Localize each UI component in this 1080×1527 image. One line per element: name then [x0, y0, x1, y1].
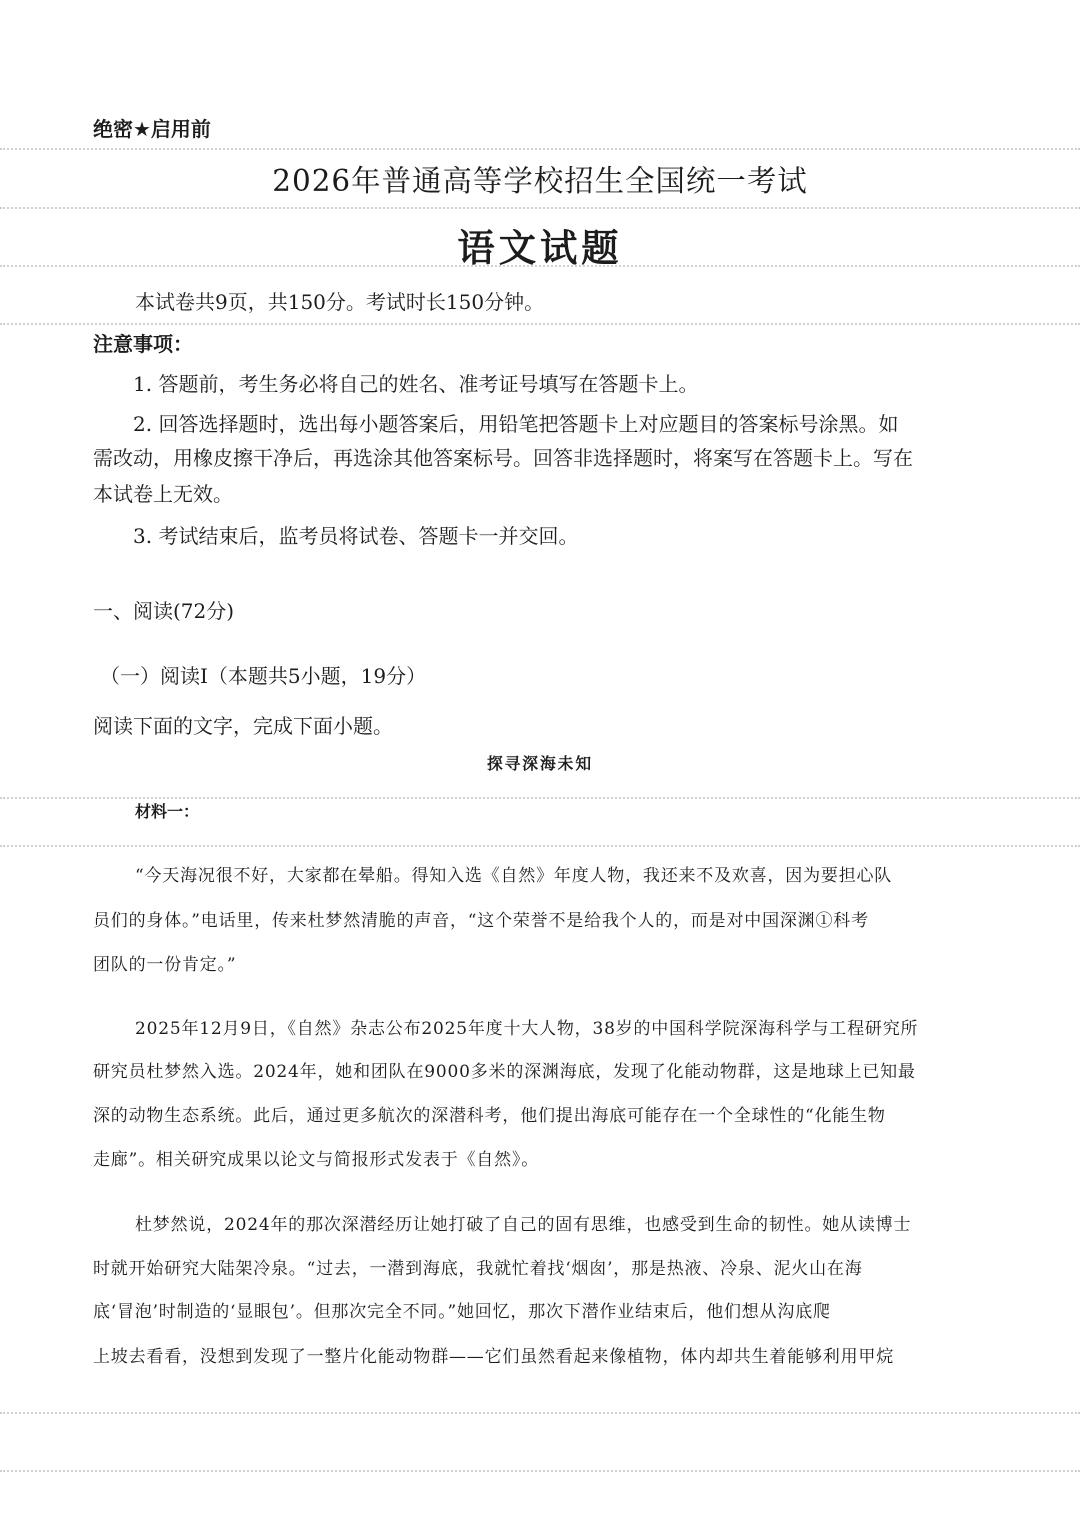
article-line: 杜梦然说，2024年的那次深潜经历让她打破了自己的固有思维，也感受到生命的韧性。她从读博士 — [135, 1215, 912, 1235]
notice-item: 2. 回答选择题时，选出每小题答案后，用铅笔把答题卡上对应题目的答案标号涂黑。如 — [133, 412, 899, 436]
article-line: 走廊”。相关研究成果以论文与简报形式发表于《自然》。 — [93, 1150, 539, 1170]
article-line: 2025年12月9日，《自然》杂志公布2025年度十大人物，38岁的中国科学院深海科学与工程研究所 — [135, 1019, 919, 1039]
dotted-guide-line — [0, 148, 1080, 150]
notice-heading: 注意事项： — [93, 332, 193, 356]
article-title: 探寻深海未知 — [486, 754, 594, 773]
article-line: 上坡去看看，没想到发现了一整片化能动物群——它们虽然看起来像植物，体内却共生着能够利用甲烷 — [93, 1347, 894, 1367]
article-line: 时就开始研究大陆架冷泉。“过去，一潜到海底，我就忙着找‘烟囱’，那是热液、冷泉、泥火山在海 — [93, 1259, 863, 1279]
article-line: “今天海况很不好，大家都在晕船。得知入选《自然》年度人物，我还来不及欢喜，因为要担心队 — [135, 866, 893, 886]
notice-item: 需改动，用橡皮擦干净后，再选涂其他答案标号。回答非选择题时，将案写在答题卡上。写在 — [93, 446, 913, 470]
dotted-guide-line — [0, 1470, 1080, 1472]
article-line: 深的动物生态系统。此后，通过更多航次的深潜科考，他们提出海底可能存在一个全球性的“化能生物 — [93, 1106, 886, 1126]
article-line: 研究员杜梦然入选。2024年，她和团队在9000多米的深渊海底，发现了化能动物群，这是地球上已知最 — [93, 1062, 916, 1082]
section-title: 一、阅读(72分) — [93, 599, 235, 623]
dotted-guide-line — [0, 845, 1080, 847]
dotted-guide-line — [0, 1412, 1080, 1414]
section-instruction: 阅读下面的文字，完成下面小题。 — [93, 714, 393, 738]
dotted-guide-line — [0, 323, 1080, 325]
article-line: 员们的身体。”电话里，传来杜梦然清脆的声音，“这个荣誉不是给我个人的，而是对中国深渊①科考 — [93, 911, 869, 931]
secret-label: 绝密★启用前 — [93, 117, 211, 141]
exam-intro: 本试卷共9页，共150分。考试时长150分钟。 — [135, 290, 545, 314]
notice-item: 3. 考试结束后，监考员将试卷、答题卡一并交回。 — [133, 524, 579, 548]
notice-item: 1. 答题前，考生务必将自己的姓名、准考证号填写在答题卡上。 — [133, 372, 699, 396]
section-subtitle: （一）阅读I（本题共5小题，19分） — [100, 664, 427, 688]
notice-item: 本试卷上无效。 — [93, 482, 233, 506]
dotted-guide-line — [0, 207, 1080, 209]
material-label: 材料一： — [135, 802, 200, 821]
article-line: 团队的一份肯定。” — [93, 955, 237, 975]
exam-title: 2026年普通高等学校招生全国统一考试 — [272, 164, 808, 198]
article-line: 底‘冒泡’时制造的‘显眼包’。但那次完全不同。”她回忆，那次下潜作业结束后，他们想从沟底爬 — [93, 1302, 831, 1322]
subject-title: 语文试题 — [457, 226, 623, 270]
